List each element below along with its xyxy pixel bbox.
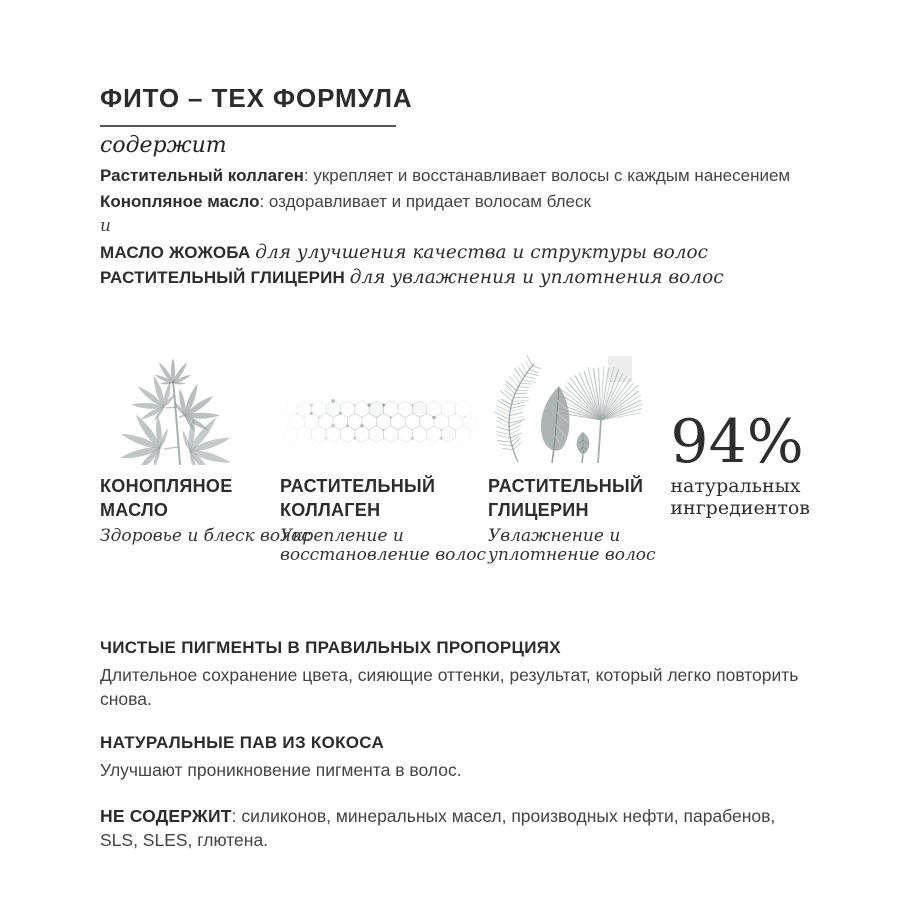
molecule-network-icon (280, 395, 488, 459)
stat-label (670, 475, 810, 519)
natural-ingredients-stat (670, 353, 810, 566)
ingredients-row (100, 353, 810, 566)
collagen-icon-area (280, 353, 488, 465)
section-heading: НАТУРАЛЬНЫЕ ПАВ ИЗ КОКОСА (100, 732, 385, 752)
title-underline (100, 125, 396, 127)
free-from-lead: НЕ СОДЕРЖИТ (100, 805, 232, 826)
ingredient-name-line1: КОНОПЛЯНОЕ (100, 475, 233, 496)
section-surfactants (100, 733, 810, 782)
hemp-oil-line (100, 189, 810, 215)
ingredient-benefit: Здоровье и блеск волос (100, 525, 311, 546)
connector-word: и (100, 216, 111, 236)
ingredient-name (488, 474, 670, 523)
hemp-oil-name: Конопляное масло (100, 191, 260, 211)
section-pigments (100, 638, 810, 711)
ingredient-benefit: Укрепление и восстановление волос (280, 525, 486, 565)
ingredient-name-line2: ГЛИЦЕРИН (488, 500, 589, 520)
ingredient-name-line1: РАСТИТЕЛЬНЫЙ (488, 475, 644, 496)
section-body: Длительное сохранение цвета, сияющие оттенки, результат, который легко повторить снова. (100, 664, 799, 709)
section-body: Улучшают проникновение пигмента в волос. (100, 759, 462, 780)
free-from-line (100, 804, 800, 852)
collagen-benefit: : укрепляет и восстанавливает волосы с каждым нанесением (303, 166, 791, 185)
jojoba-line (100, 240, 810, 266)
jojoba-name: МАСЛО ЖОЖОБА (100, 242, 251, 262)
ingredient-name (280, 474, 488, 523)
collagen-name: Растительный коллаген (100, 166, 304, 185)
hemp-icon-area (100, 353, 280, 465)
glycerin-icon-area (488, 353, 670, 465)
ingredient-name-line1: РАСТИТЕЛЬНЫЙ (280, 475, 436, 496)
glycerin-line (100, 265, 810, 291)
stat-label-line1: натуральных (670, 474, 801, 497)
glycerin-name: РАСТИТЕЛЬНЫЙ ГЛИЦЕРИН (100, 268, 346, 287)
tropical-leaves-icon (488, 350, 650, 465)
ingredient-name-line2: КОЛЛАГЕН (280, 500, 381, 520)
jojoba-benefit: для улучшения качества и структуры волос (255, 241, 709, 263)
benefits-sections (100, 638, 810, 852)
ingredient-benefit: Увлажнение и уплотнение волос (488, 525, 656, 565)
section-heading: ЧИСТЫЕ ПИГМЕНТЫ В ПРАВИЛЬНЫХ ПРОПОРЦИЯХ (100, 637, 561, 657)
hemp-plant-icon (100, 353, 250, 465)
ingredient-hemp-oil (100, 353, 311, 566)
free-from-list: : силиконов, минеральных масел, производных нефти, парабенов, SLS, SLES, глютена. (100, 805, 776, 850)
stat-label-line2: ингредиентов (670, 496, 810, 519)
hemp-oil-benefit: : оздоравливает и придает волосам блеск (259, 191, 591, 211)
ingredient-collagen (280, 353, 488, 566)
page-title: ФИТО – ТЕХ ФОРМУЛА (100, 83, 413, 113)
intro-text-block (100, 163, 810, 291)
stat-value-area (670, 353, 810, 477)
stat-percentage: 94% (670, 406, 804, 477)
section-free-from (100, 804, 810, 852)
collagen-line (100, 163, 810, 189)
glycerin-benefit: для увлажнения и уплотнения волос (349, 267, 724, 288)
ingredient-name-line2: МАСЛО (100, 500, 169, 520)
ingredient-glycerin (488, 353, 670, 566)
ingredient-name (100, 474, 280, 523)
contains-label: содержит (100, 133, 227, 158)
